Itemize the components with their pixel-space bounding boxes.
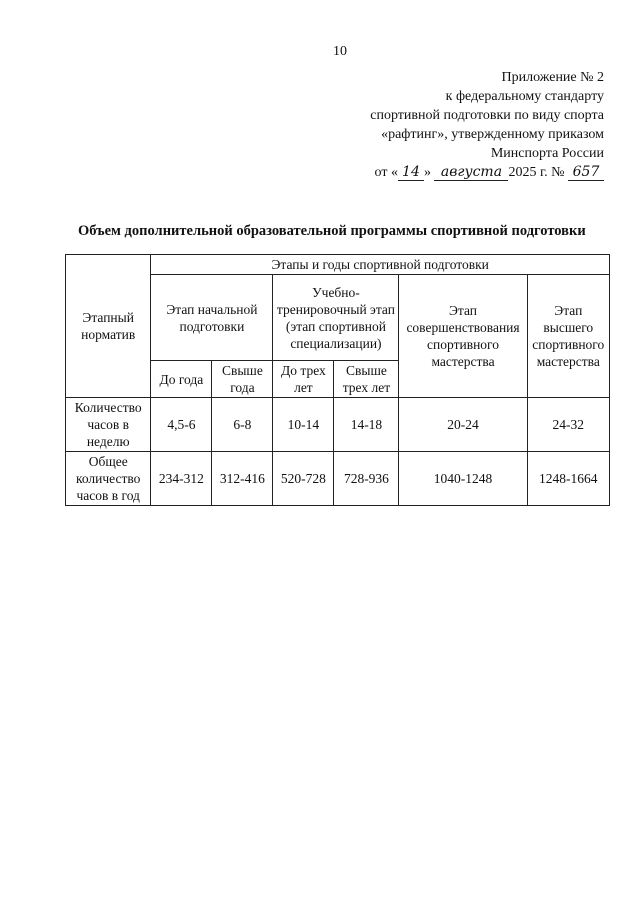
handwritten-day: 14 xyxy=(398,164,424,181)
document-title: Объем дополнительной образовательной программы спортивной подготовки xyxy=(78,223,586,239)
header-line: «рафтинг», утвержденному приказом xyxy=(381,127,604,142)
value-cell: 20-24 xyxy=(399,398,527,452)
stage-header-cell: Этап высшего спортивного мастерства xyxy=(527,275,609,398)
stage-header-cell: Этап начальной подготовки xyxy=(151,275,273,361)
value-cell: 728-936 xyxy=(334,452,399,506)
order-date-line xyxy=(304,163,604,182)
page-number: 10 xyxy=(333,44,347,59)
subheader-cell: Свыше трех лет xyxy=(334,361,399,398)
value-cell: 10-14 xyxy=(273,398,334,452)
value-cell: 234-312 xyxy=(151,452,212,506)
stage-header-cell: Этап совершенствования спортивного мастерства xyxy=(399,275,527,398)
subheader-cell: До года xyxy=(151,361,212,398)
value-cell: 1040-1248 xyxy=(399,452,527,506)
date-prefix: от « xyxy=(374,165,398,180)
header-line: Минспорта России xyxy=(490,146,604,161)
row-header-cell: Этапный норматив xyxy=(66,255,151,398)
subheader-cell: До трех лет xyxy=(273,361,334,398)
row-label-cell: Количество часов в неделю xyxy=(66,398,151,452)
value-cell: 4,5-6 xyxy=(151,398,212,452)
value-cell: 6-8 xyxy=(212,398,273,452)
header-line: Приложение № 2 xyxy=(501,70,604,85)
stage-header-cell: Учебно-тренировочный этап (этап спортивной специализации) xyxy=(273,275,399,361)
table-row xyxy=(66,398,610,452)
value-cell: 24-32 xyxy=(527,398,609,452)
header-line: к федеральному стандарту xyxy=(445,89,604,104)
value-cell: 14-18 xyxy=(334,398,399,452)
year-text: 2025 г. № xyxy=(508,165,565,180)
row-label-cell: Общее количество часов в год xyxy=(66,452,151,506)
value-cell: 520-728 xyxy=(273,452,334,506)
date-mid: » xyxy=(423,165,435,180)
group-header-cell: Этапы и годы спортивной подготовки xyxy=(151,255,610,275)
value-cell: 312-416 xyxy=(212,452,273,506)
subheader-cell: Свыше года xyxy=(212,361,273,398)
table-row xyxy=(66,452,610,506)
handwritten-order-number: 657 xyxy=(568,164,604,181)
standards-table xyxy=(65,254,610,506)
header-line: спортивной подготовки по виду спорта xyxy=(370,108,604,123)
value-cell: 1248-1664 xyxy=(527,452,609,506)
appendix-header xyxy=(304,68,604,182)
handwritten-month: августа xyxy=(434,164,508,181)
